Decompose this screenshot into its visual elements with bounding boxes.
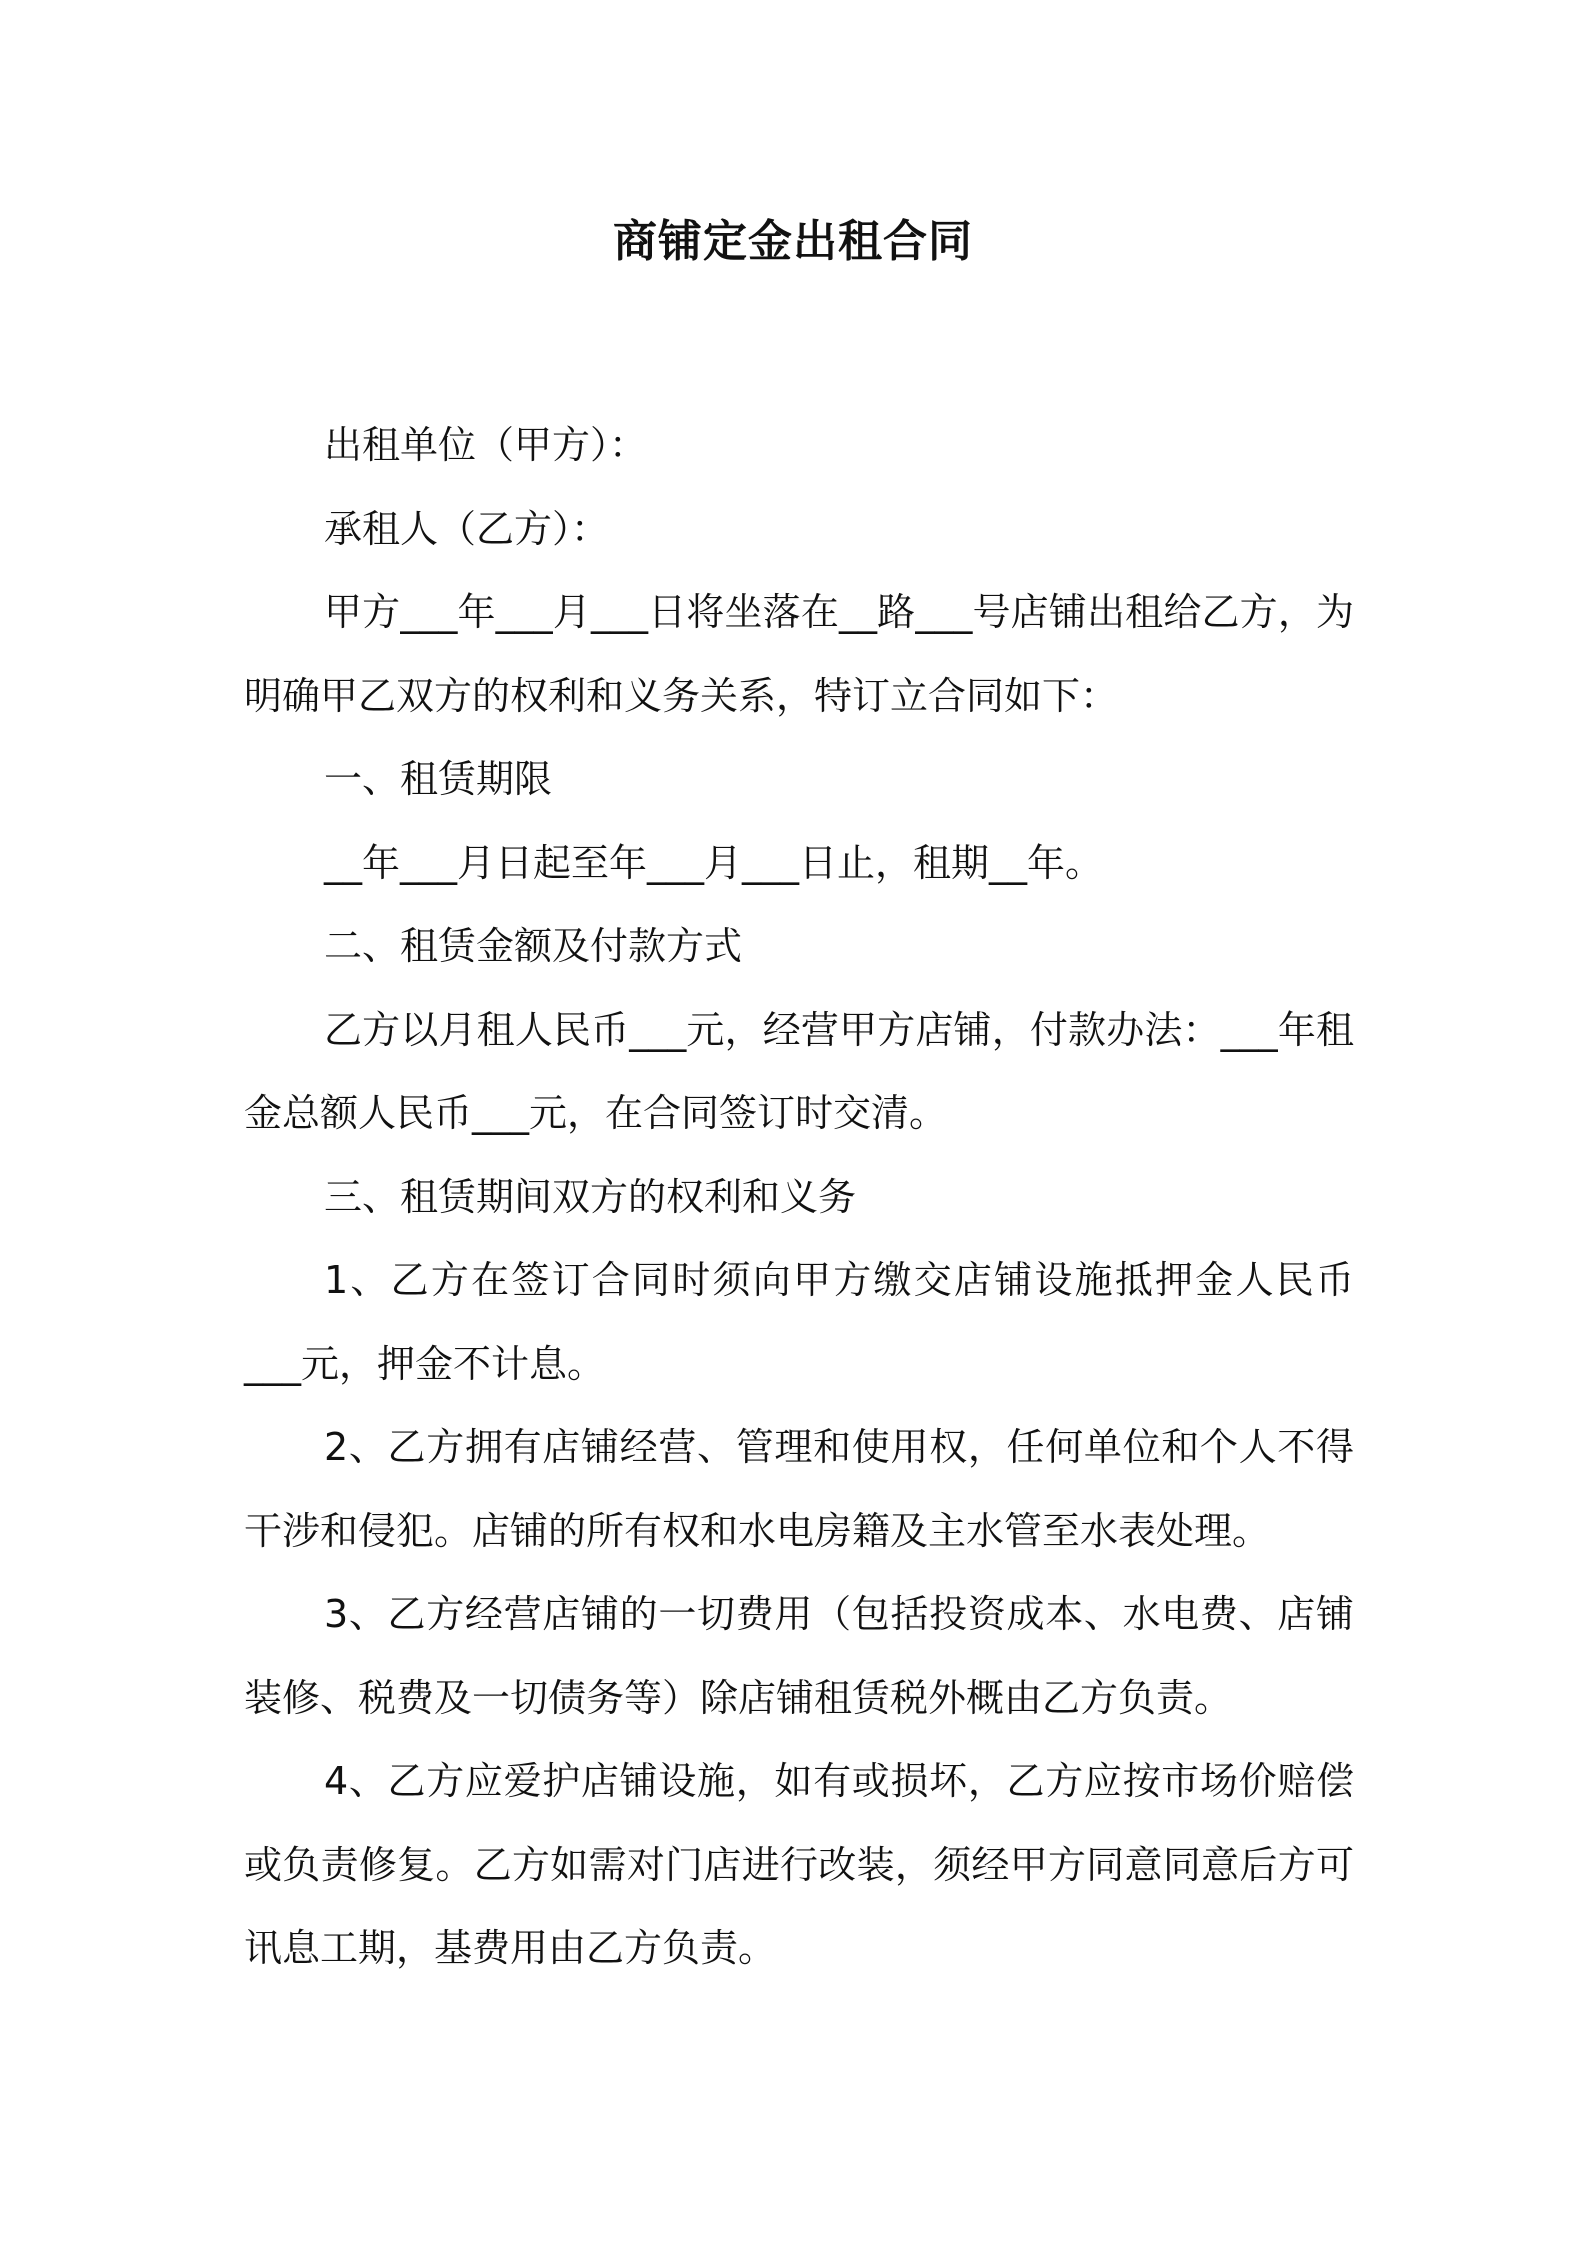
document-title: 商铺定金出租合同 bbox=[613, 216, 973, 267]
paragraph-lessor: 出租单位（甲方）： bbox=[324, 423, 648, 467]
clause-1: 1、乙方在签订合同时须向甲方缴交店铺设施抵押金人民币___元，押金不计息。 bbox=[244, 1258, 1354, 1386]
clause-2: 2、乙方拥有店铺经营、管理和使用权，任何单位和个人不得干涉和侵犯。店铺的所有权和水电房籍及主水管至水表处理。 bbox=[244, 1425, 1354, 1553]
paragraph-lessee: 承租人（乙方）： bbox=[324, 506, 610, 551]
section-heading-lease-term: 一、租赁期限 bbox=[324, 757, 553, 801]
section-heading-rights-obligations: 三、租赁期间双方的权利和义务 bbox=[324, 1174, 857, 1219]
paragraph-preamble: 甲方___年___月___日将坐落在__路___号店铺出租给乙方，为明确甲乙双方的权利和义务关系，特订立合同如下： bbox=[244, 590, 1354, 718]
section-heading-rent-payment: 二、租赁金额及付款方式 bbox=[324, 924, 743, 968]
clause-3: 3、乙方经营店铺的一切费用（包括投资成本、水电费、店铺装修、税费及一切债务等）除店铺租赁税外概由乙方负责。 bbox=[244, 1592, 1354, 1720]
paragraph-rent-payment: 乙方以月租人民币___元，经营甲方店铺，付款办法：___年租金总额人民币___元，在合同签订时交清。 bbox=[244, 1007, 1354, 1135]
clause-4: 4、乙方应爱护店铺设施，如有或损坏，乙方应按市场价赔偿或负责修复。乙方如需对门店进行改装，须经甲方同意同意后方可讯息工期，基费用由乙方负责。 bbox=[244, 1759, 1354, 1970]
document-body bbox=[244, 404, 1354, 1991]
paragraph-lease-term: __年___月日起至年___月___日止，租期__年。 bbox=[324, 840, 1104, 885]
